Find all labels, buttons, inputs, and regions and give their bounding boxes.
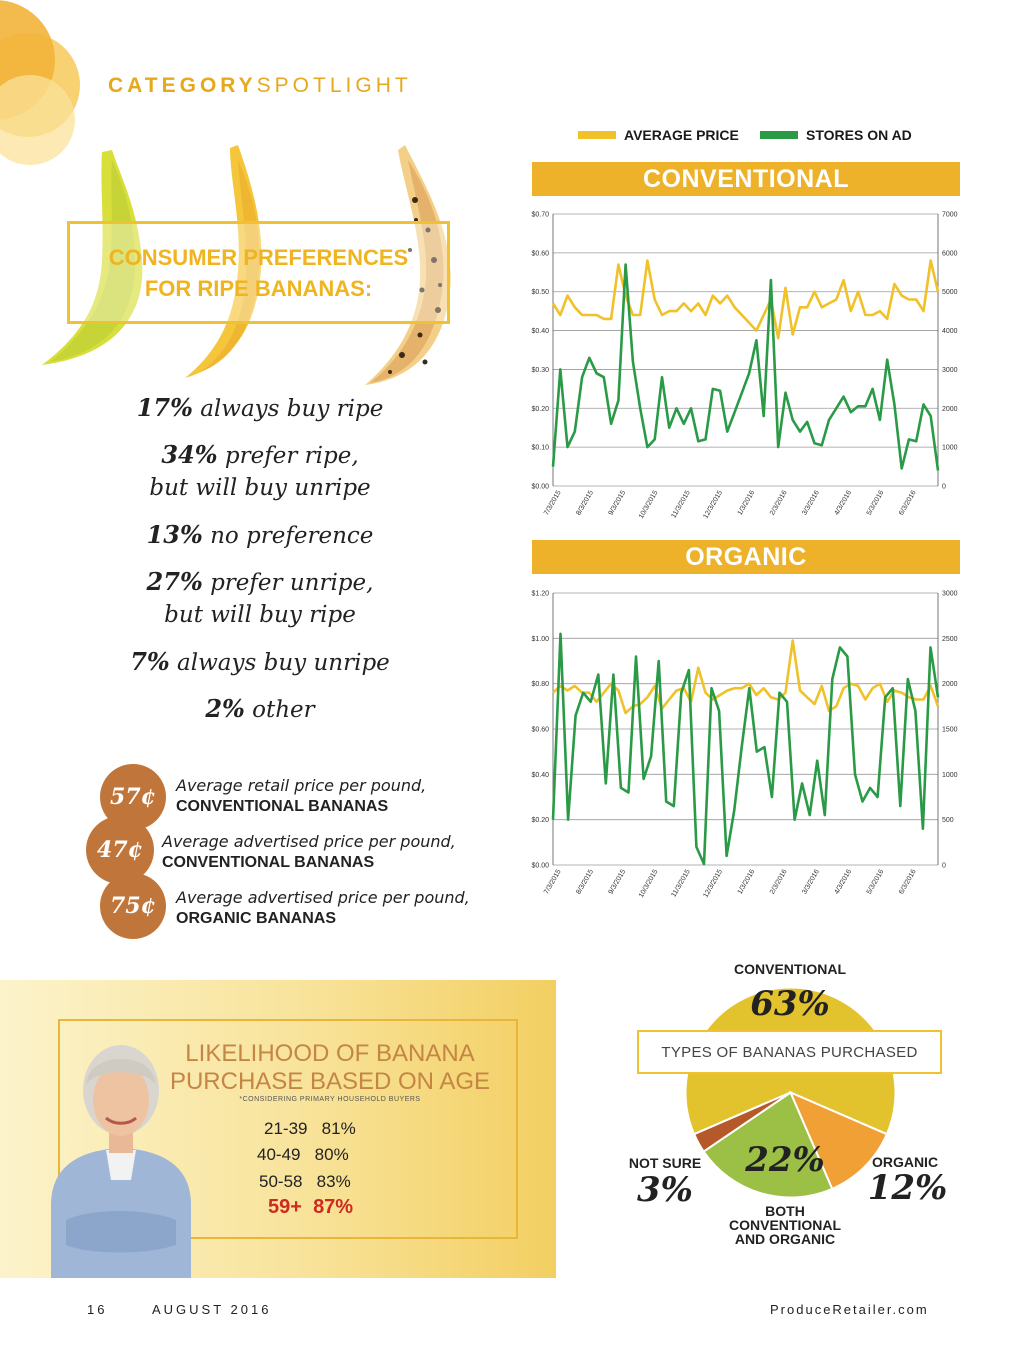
y-right-tick-label: 4000	[942, 328, 958, 336]
x-tick-label: 3/3/2016	[801, 489, 821, 517]
y-right-tick-label: 1500	[942, 726, 958, 734]
price-description: Average retail price per pound, CONVENTIONAL BANANAS	[176, 776, 427, 815]
series-line-stores-on-ad	[553, 265, 938, 471]
pie-label-conventional: CONVENTIONAL	[734, 961, 846, 977]
preference-stat: 17% always buy ripe	[136, 393, 384, 422]
preference-stat: 2% other	[205, 694, 315, 723]
y-left-tick-label: $0.80	[531, 681, 549, 689]
x-tick-label: 11/3/2015	[670, 489, 692, 520]
y-right-tick-label: 0	[942, 483, 946, 491]
x-tick-label: 1/3/2016	[736, 868, 757, 896]
y-right-tick-label: 500	[942, 817, 954, 825]
chart-title-organic: ORGANIC	[532, 540, 960, 574]
y-left-tick-label: $0.60	[531, 726, 549, 734]
x-tick-label: 8/3/2015	[575, 868, 596, 896]
organic-line-chart	[510, 580, 990, 920]
x-tick-label: 9/3/2015	[607, 868, 628, 896]
x-tick-label: 2/3/2016	[768, 489, 789, 517]
y-left-tick-label: $0.00	[531, 862, 549, 870]
y-left-tick-label: $0.60	[531, 250, 549, 258]
x-tick-label: 8/3/2015	[575, 489, 596, 517]
series-line-stores-on-ad	[553, 634, 938, 864]
page-number: 16	[87, 1302, 108, 1317]
x-tick-label: 10/3/2015	[637, 489, 660, 520]
y-right-tick-label: 1000	[942, 444, 958, 452]
x-tick-label: 1/3/2016	[736, 489, 757, 517]
age-row-highlight: 59+ 87%	[268, 1196, 354, 1218]
x-tick-label: 6/3/2016	[898, 868, 918, 896]
pie-pct-organic: 12%	[867, 1168, 948, 1208]
site-url: ProduceRetailer.com	[770, 1302, 929, 1317]
preference-stat: 34% prefer ripe, but will buy unripe	[149, 440, 371, 501]
y-left-tick-label: $0.10	[531, 444, 549, 452]
y-left-tick-label: $0.70	[531, 211, 549, 219]
y-left-tick-label: $0.00	[531, 483, 549, 491]
conventional-line-chart	[510, 200, 990, 530]
x-tick-label: 3/3/2016	[801, 868, 821, 896]
price-badge: 57¢	[100, 764, 166, 830]
y-left-tick-label: $0.20	[531, 817, 549, 825]
x-tick-label: 6/3/2016	[898, 489, 918, 517]
x-tick-label: 12/3/2015	[702, 489, 725, 520]
x-tick-label: 5/3/2016	[865, 868, 886, 896]
y-right-tick-label: 2000	[942, 681, 958, 689]
x-tick-label: 9/3/2015	[607, 489, 628, 517]
pie-pct-not-sure: 3%	[637, 1170, 693, 1210]
preference-stat: 27% prefer unripe, but will buy ripe	[146, 567, 374, 628]
x-tick-label: 7/3/2015	[543, 489, 563, 517]
pie-label-both: BOTH CONVENTIONAL AND ORGANIC	[729, 1203, 841, 1247]
age-note: *CONSIDERING PRIMARY HOUSEHOLD BUYERS	[239, 1096, 421, 1103]
x-tick-label: 2/3/2016	[768, 868, 789, 896]
y-right-tick-label: 3000	[942, 590, 958, 598]
pie-label-not-sure: NOT SURE	[628, 1155, 702, 1171]
x-tick-label: 10/3/2015	[637, 868, 660, 899]
preference-stat: 13% no preference	[146, 520, 374, 549]
price-description: Average advertised price per pound, ORGANIC BANANAS	[176, 888, 470, 927]
consumer-preferences-title: CONSUMER PREFERENCES FOR RIPE BANANAS:	[67, 221, 450, 324]
x-tick-label: 12/3/2015	[702, 868, 725, 899]
age-row: 50-58 83%	[259, 1172, 351, 1191]
age-title: LIKELIHOOD OF BANANA PURCHASE BASED ON AGE	[169, 1040, 491, 1095]
y-right-tick-label: 7000	[942, 211, 958, 219]
legend-swatch-ad	[760, 131, 798, 139]
age-row: 21-39 81%	[264, 1119, 356, 1138]
pie-label-organic: ORGANIC	[871, 1154, 939, 1170]
issue-date: AUGUST 2016	[152, 1302, 272, 1317]
y-right-tick-label: 0	[942, 862, 946, 870]
price-description: Average advertised price per pound, CONVENTIONAL BANANAS	[162, 832, 456, 871]
types-title-box: TYPES OF BANANAS PURCHASED	[637, 1030, 942, 1074]
x-tick-label: 7/3/2015	[543, 868, 563, 896]
legend-swatch-price	[578, 131, 616, 139]
y-left-tick-label: $0.50	[531, 289, 549, 297]
y-left-tick-label: $1.20	[531, 590, 549, 598]
x-tick-label: 4/3/2016	[833, 489, 854, 517]
legend-stores-on-ad: STORES ON AD	[760, 127, 912, 143]
series-line-average-price	[553, 261, 938, 339]
y-left-tick-label: $0.20	[531, 405, 549, 413]
x-tick-label: 5/3/2016	[865, 489, 886, 517]
age-row: 40-49 80%	[257, 1145, 349, 1164]
legend-average-price: AVERAGE PRICE	[578, 127, 739, 143]
y-right-tick-label: 2500	[942, 635, 958, 643]
y-left-tick-label: $0.40	[531, 771, 549, 779]
price-badge: 47¢	[86, 816, 154, 884]
y-right-tick-label: 6000	[942, 250, 958, 258]
x-tick-label: 11/3/2015	[670, 868, 692, 899]
category-spotlight-header: CATEGORYSPOTLIGHT	[108, 74, 412, 97]
y-left-tick-label: $1.00	[531, 635, 549, 643]
x-tick-label: 4/3/2016	[833, 868, 854, 896]
pie-pct-both: 22%	[745, 1140, 825, 1180]
price-badge: 75¢	[100, 873, 166, 939]
y-right-tick-label: 5000	[942, 289, 958, 297]
y-right-tick-label: 3000	[942, 366, 958, 374]
pie-pct-conventional: 63%	[750, 984, 830, 1024]
y-right-tick-label: 2000	[942, 405, 958, 413]
y-left-tick-label: $0.30	[531, 366, 549, 374]
chart-title-conventional: CONVENTIONAL	[532, 162, 960, 196]
y-left-tick-label: $0.40	[531, 328, 549, 336]
preference-stat: 7% always buy unripe	[130, 647, 390, 676]
y-right-tick-label: 1000	[942, 771, 958, 779]
